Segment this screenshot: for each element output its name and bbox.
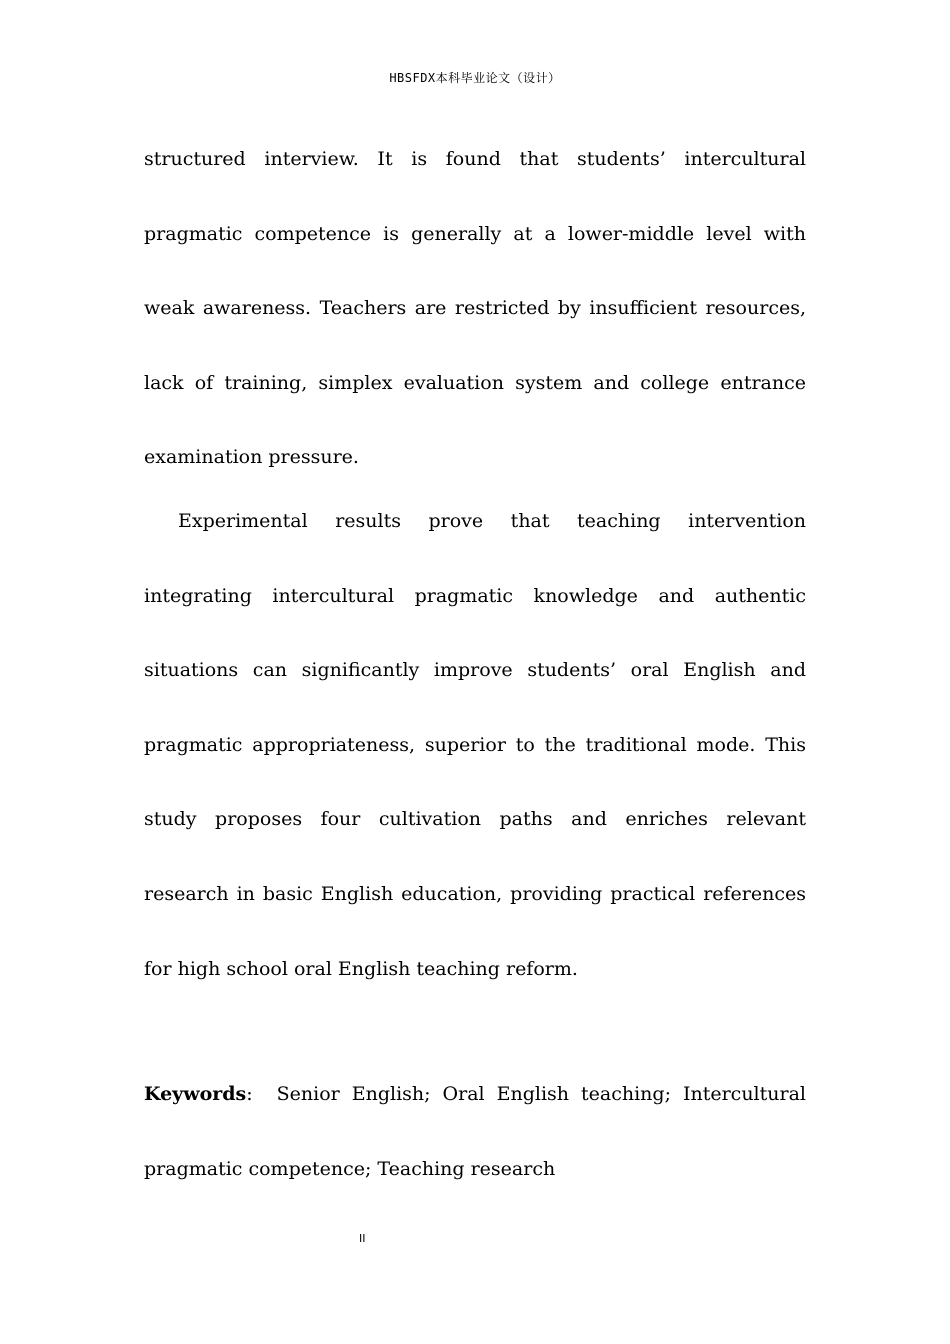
keywords-label: Keywords [144, 1083, 247, 1106]
page-number: II [359, 1232, 366, 1245]
keywords-separator: : [246, 1083, 253, 1106]
abstract-paragraph-1: structured interview. It is found that students’ intercultural pragmatic competence is generally at a lower-middle level with weak awareness. Teachers are restricted by insufficient resources, lack of training, simplex evaluation system and college entrance examination pressure. [144, 148, 806, 469]
keywords-text: Senior English; Oral English teaching; Intercultural pragmatic competence; Teaching research [144, 1083, 806, 1180]
keywords-line [144, 1057, 806, 1206]
page-header: HBSFDX本科毕业论文（设计） [389, 71, 561, 85]
abstract-paragraph-2: Experimental results prove that teaching intervention integrating intercultural pragmatic knowledge and authentic situations can significantly improve students’ oral English and pragmatic appropriateness, superior to the traditional mode. This study proposes four cultivation paths and enriches relevant research in basic English education, providing practical references for high school oral English teaching reform. [144, 509, 806, 980]
abstract-body [144, 122, 806, 1206]
